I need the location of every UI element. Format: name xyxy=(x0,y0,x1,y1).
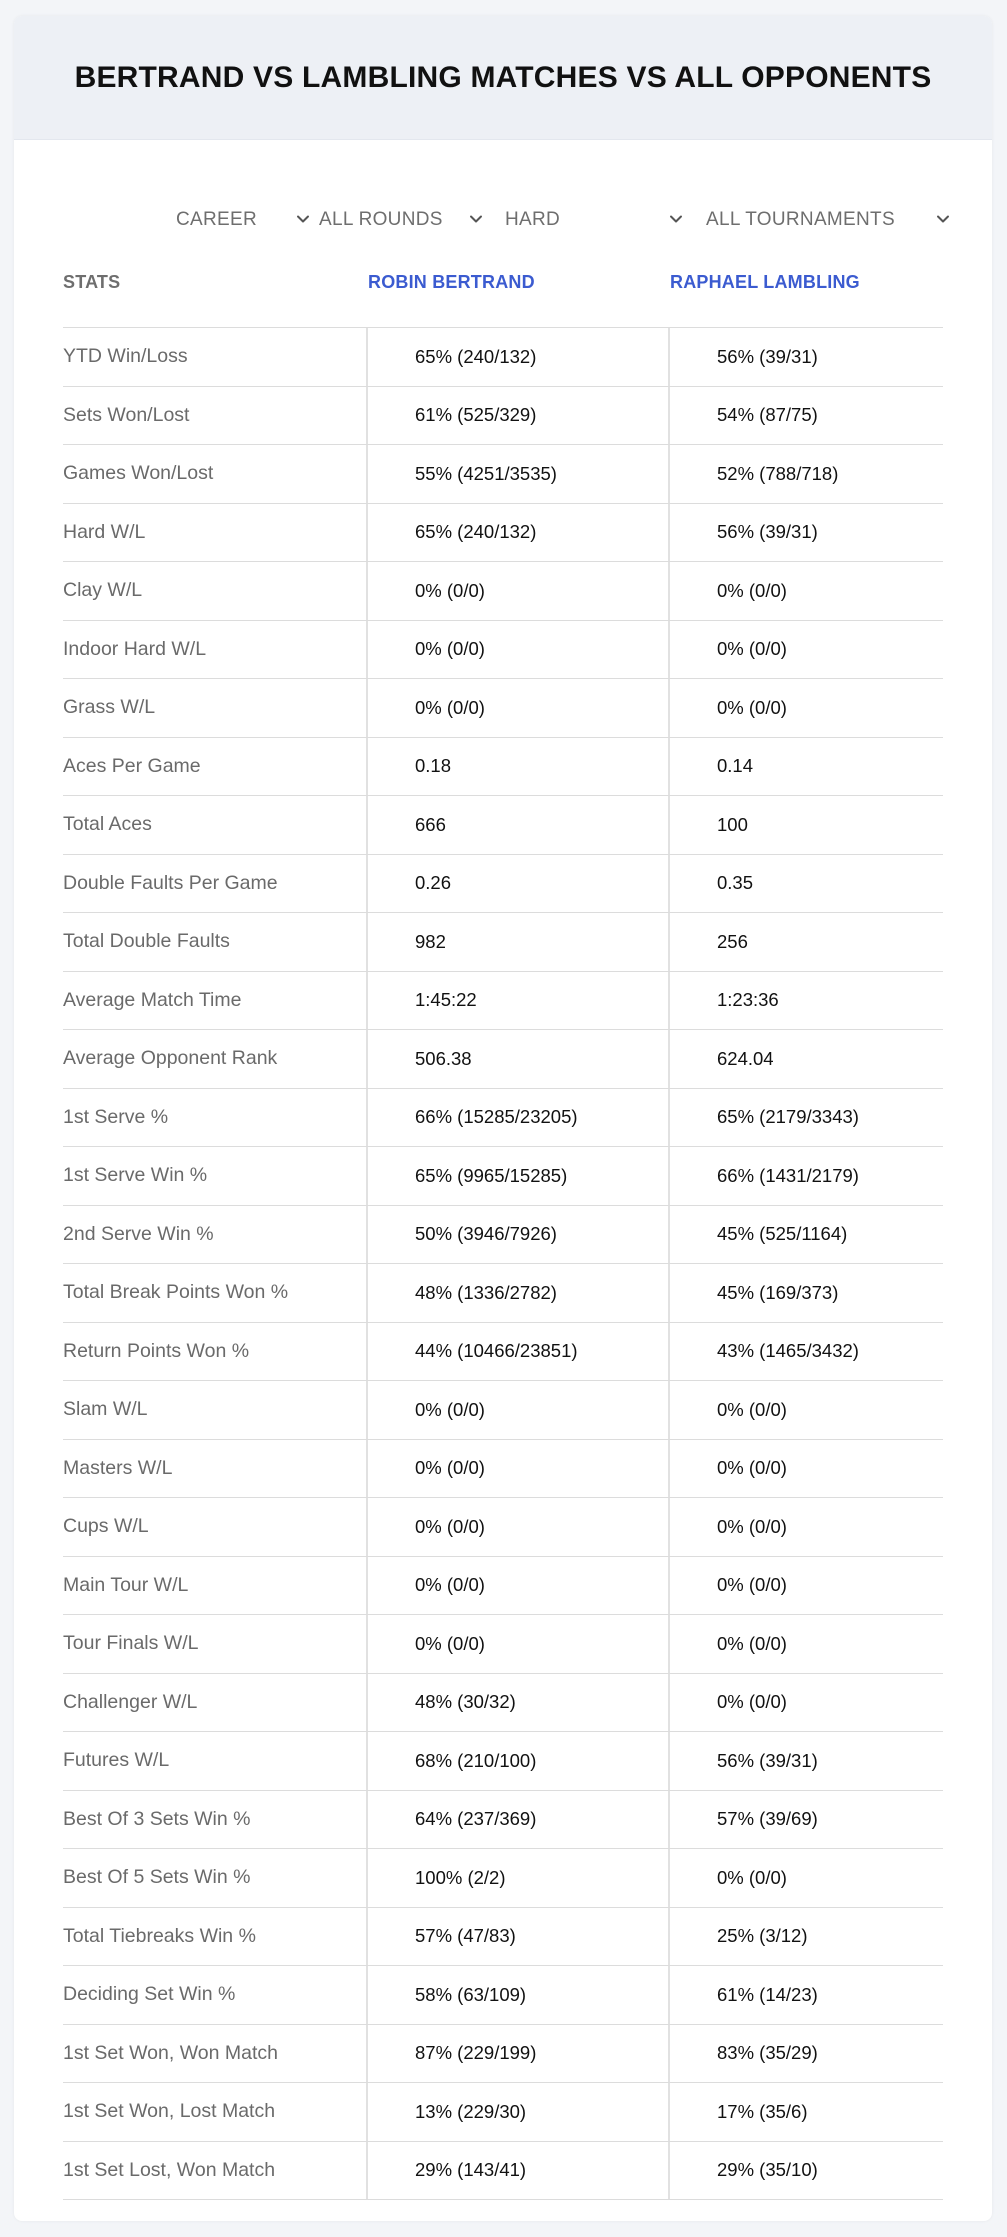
player1-value: 50% (3946/7926) xyxy=(368,1206,670,1264)
player2-value: 0.35 xyxy=(717,872,754,894)
player1-value: 0% (0/0) xyxy=(368,1381,670,1439)
table-row xyxy=(63,445,943,504)
player1-value: 48% (30/32) xyxy=(368,1674,670,1732)
table-row xyxy=(63,1089,943,1148)
player2-value: 29% (35/10) xyxy=(717,2159,818,2181)
player2-value: 61% (14/23) xyxy=(717,1983,818,2005)
table-row xyxy=(63,1147,943,1206)
player2-value: 83% (35/29) xyxy=(717,2042,818,2064)
stat-label: Best Of 5 Sets Win % xyxy=(63,1849,368,1907)
table-row xyxy=(63,1791,943,1850)
player1-value: 1:45:22 xyxy=(368,972,670,1030)
table-row xyxy=(63,1966,943,2025)
player1-value: 68% (210/100) xyxy=(368,1732,670,1790)
player1-value: 65% (9965/15285) xyxy=(368,1147,670,1205)
filter-value: ALL TOURNAMENTS xyxy=(706,209,895,230)
stat-label: Average Match Time xyxy=(63,972,368,1030)
player2-value: 66% (1431/2179) xyxy=(717,1164,859,1186)
stat-label: Grass W/L xyxy=(63,679,368,737)
player1-value: 29% (143/41) xyxy=(368,2142,670,2200)
player2-value: 45% (525/1164) xyxy=(717,1223,848,1245)
table-row xyxy=(63,562,943,621)
stat-label: YTD Win/Loss xyxy=(63,328,368,386)
chevron-down-icon xyxy=(296,212,310,226)
stat-label: Challenger W/L xyxy=(63,1674,368,1732)
stat-label: Masters W/L xyxy=(63,1440,368,1498)
player1-value: 0.18 xyxy=(368,738,670,796)
table-row xyxy=(63,913,943,972)
stat-label: Average Opponent Rank xyxy=(63,1030,368,1088)
chevron-down-icon xyxy=(936,212,950,226)
chevron-down-icon xyxy=(669,212,683,226)
table-row xyxy=(63,1498,943,1557)
tournaments-filter-select[interactable] xyxy=(706,192,895,248)
table-row xyxy=(63,972,943,1031)
player1-value: 0% (0/0) xyxy=(368,1557,670,1615)
stat-label: Clay W/L xyxy=(63,562,368,620)
table-row xyxy=(63,387,943,446)
rounds-filter-select[interactable] xyxy=(319,192,443,248)
stat-label: Main Tour W/L xyxy=(63,1557,368,1615)
stat-label: Sets Won/Lost xyxy=(63,387,368,445)
table-row xyxy=(63,855,943,914)
player1-value: 55% (4251/3535) xyxy=(368,445,670,503)
table-row xyxy=(63,1206,943,1265)
player2-value: 65% (2179/3343) xyxy=(717,1106,859,1128)
stat-label: Futures W/L xyxy=(63,1732,368,1790)
table-row xyxy=(63,2025,943,2084)
player2-value: 45% (169/373) xyxy=(717,1281,839,1303)
stat-label: 1st Set Won, Won Match xyxy=(63,2025,368,2083)
stat-label: Indoor Hard W/L xyxy=(63,621,368,679)
player1-value: 0% (0/0) xyxy=(368,1615,670,1673)
player2-value: 57% (39/69) xyxy=(717,1808,818,1830)
player2-name-link[interactable]: RAPHAEL LAMBLING xyxy=(670,272,860,292)
table-row xyxy=(63,796,943,855)
table-row xyxy=(63,328,943,387)
stat-label: Games Won/Lost xyxy=(63,445,368,503)
table-header-row xyxy=(63,252,943,328)
player1-value: 100% (2/2) xyxy=(368,1849,670,1907)
stat-label: Return Points Won % xyxy=(63,1323,368,1381)
player2-value: 0% (0/0) xyxy=(717,696,787,718)
player2-value: 56% (39/31) xyxy=(717,521,818,543)
player2-value: 0% (0/0) xyxy=(717,1632,787,1654)
stat-label: Tour Finals W/L xyxy=(63,1615,368,1673)
player1-value: 13% (229/30) xyxy=(368,2083,670,2141)
player2-value: 0% (0/0) xyxy=(717,1866,787,1888)
player1-value: 65% (240/132) xyxy=(368,328,670,386)
player2-value: 0% (0/0) xyxy=(717,579,787,601)
stat-label: 1st Serve Win % xyxy=(63,1147,368,1205)
stat-label: Total Aces xyxy=(63,796,368,854)
card-header xyxy=(14,16,992,140)
player2-value: 17% (35/6) xyxy=(717,2100,808,2122)
player1-value: 65% (240/132) xyxy=(368,504,670,562)
player1-name-link[interactable]: ROBIN BERTRAND xyxy=(368,272,535,292)
player1-value: 57% (47/83) xyxy=(368,1908,670,1966)
player1-value: 66% (15285/23205) xyxy=(368,1089,670,1147)
chevron-down-icon xyxy=(469,212,483,226)
player2-value: 56% (39/31) xyxy=(717,345,818,367)
stat-label: Total Double Faults xyxy=(63,913,368,971)
player1-value: 64% (237/369) xyxy=(368,1791,670,1849)
player2-value: 56% (39/31) xyxy=(717,1749,818,1771)
player2-value: 0.14 xyxy=(717,755,754,777)
player1-value: 666 xyxy=(368,796,670,854)
stat-label: Cups W/L xyxy=(63,1498,368,1556)
column-header-stats: STATS xyxy=(63,272,121,292)
stat-label: Double Faults Per Game xyxy=(63,855,368,913)
filter-value: CAREER xyxy=(176,209,257,230)
table-row xyxy=(63,1030,943,1089)
table-row xyxy=(63,1381,943,1440)
player2-value: 1:23:36 xyxy=(717,989,779,1011)
player1-value: 0% (0/0) xyxy=(368,679,670,737)
player2-value: 0% (0/0) xyxy=(717,1574,787,1596)
filter-value: HARD xyxy=(505,209,561,230)
player1-value: 0% (0/0) xyxy=(368,562,670,620)
table-row xyxy=(63,1674,943,1733)
table-row xyxy=(63,2142,943,2201)
player1-value: 48% (1336/2782) xyxy=(368,1264,670,1322)
stat-label: Aces Per Game xyxy=(63,738,368,796)
player2-value: 0% (0/0) xyxy=(717,638,787,660)
player1-value: 44% (10466/23851) xyxy=(368,1323,670,1381)
table-row xyxy=(63,1323,943,1382)
table-row xyxy=(63,1908,943,1967)
player2-value: 100 xyxy=(717,813,748,835)
stats-table xyxy=(63,252,943,2200)
stat-label: Best Of 3 Sets Win % xyxy=(63,1791,368,1849)
table-row xyxy=(63,738,943,797)
player1-value: 0% (0/0) xyxy=(368,621,670,679)
player2-value: 0% (0/0) xyxy=(717,1398,787,1420)
page-title: BERTRAND VS LAMBLING MATCHES VS ALL OPPONENTS xyxy=(74,60,932,94)
player1-value: 0% (0/0) xyxy=(368,1440,670,1498)
player2-value: 25% (3/12) xyxy=(717,1925,808,1947)
table-row xyxy=(63,1264,943,1323)
stat-label: 2nd Serve Win % xyxy=(63,1206,368,1264)
player1-value: 982 xyxy=(368,913,670,971)
table-row xyxy=(63,504,943,563)
table-row xyxy=(63,2083,943,2142)
player2-value: 0% (0/0) xyxy=(717,1691,787,1713)
filter-bar xyxy=(14,192,992,248)
player1-value: 58% (63/109) xyxy=(368,1966,670,2024)
stats-card xyxy=(14,16,992,2221)
table-row xyxy=(63,1732,943,1791)
stat-label: 1st Serve % xyxy=(63,1089,368,1147)
player1-value: 506.38 xyxy=(368,1030,670,1088)
player2-value: 43% (1465/3432) xyxy=(717,1340,859,1362)
player1-value: 87% (229/199) xyxy=(368,2025,670,2083)
career-filter-select[interactable] xyxy=(176,192,257,248)
player1-value: 0.26 xyxy=(368,855,670,913)
filter-value: ALL ROUNDS xyxy=(319,209,443,230)
player2-value: 256 xyxy=(717,930,748,952)
table-row xyxy=(63,1615,943,1674)
stat-label: 1st Set Won, Lost Match xyxy=(63,2083,368,2141)
table-row xyxy=(63,1849,943,1908)
table-body xyxy=(63,328,943,2200)
player2-value: 52% (788/718) xyxy=(717,462,839,484)
table-row xyxy=(63,679,943,738)
table-row xyxy=(63,621,943,680)
player2-value: 0% (0/0) xyxy=(717,1515,787,1537)
stat-label: 1st Set Lost, Won Match xyxy=(63,2142,368,2200)
stat-label: Deciding Set Win % xyxy=(63,1966,368,2024)
player2-value: 0% (0/0) xyxy=(717,1457,787,1479)
surface-filter-select[interactable] xyxy=(505,192,560,248)
player2-value: 54% (87/75) xyxy=(717,404,818,426)
table-row xyxy=(63,1557,943,1616)
stat-label: Total Break Points Won % xyxy=(63,1264,368,1322)
table-row xyxy=(63,1440,943,1499)
stat-label: Slam W/L xyxy=(63,1381,368,1439)
stat-label: Total Tiebreaks Win % xyxy=(63,1908,368,1966)
player1-value: 0% (0/0) xyxy=(368,1498,670,1556)
stat-label: Hard W/L xyxy=(63,504,368,562)
player2-value: 624.04 xyxy=(717,1047,774,1069)
player1-value: 61% (525/329) xyxy=(368,387,670,445)
